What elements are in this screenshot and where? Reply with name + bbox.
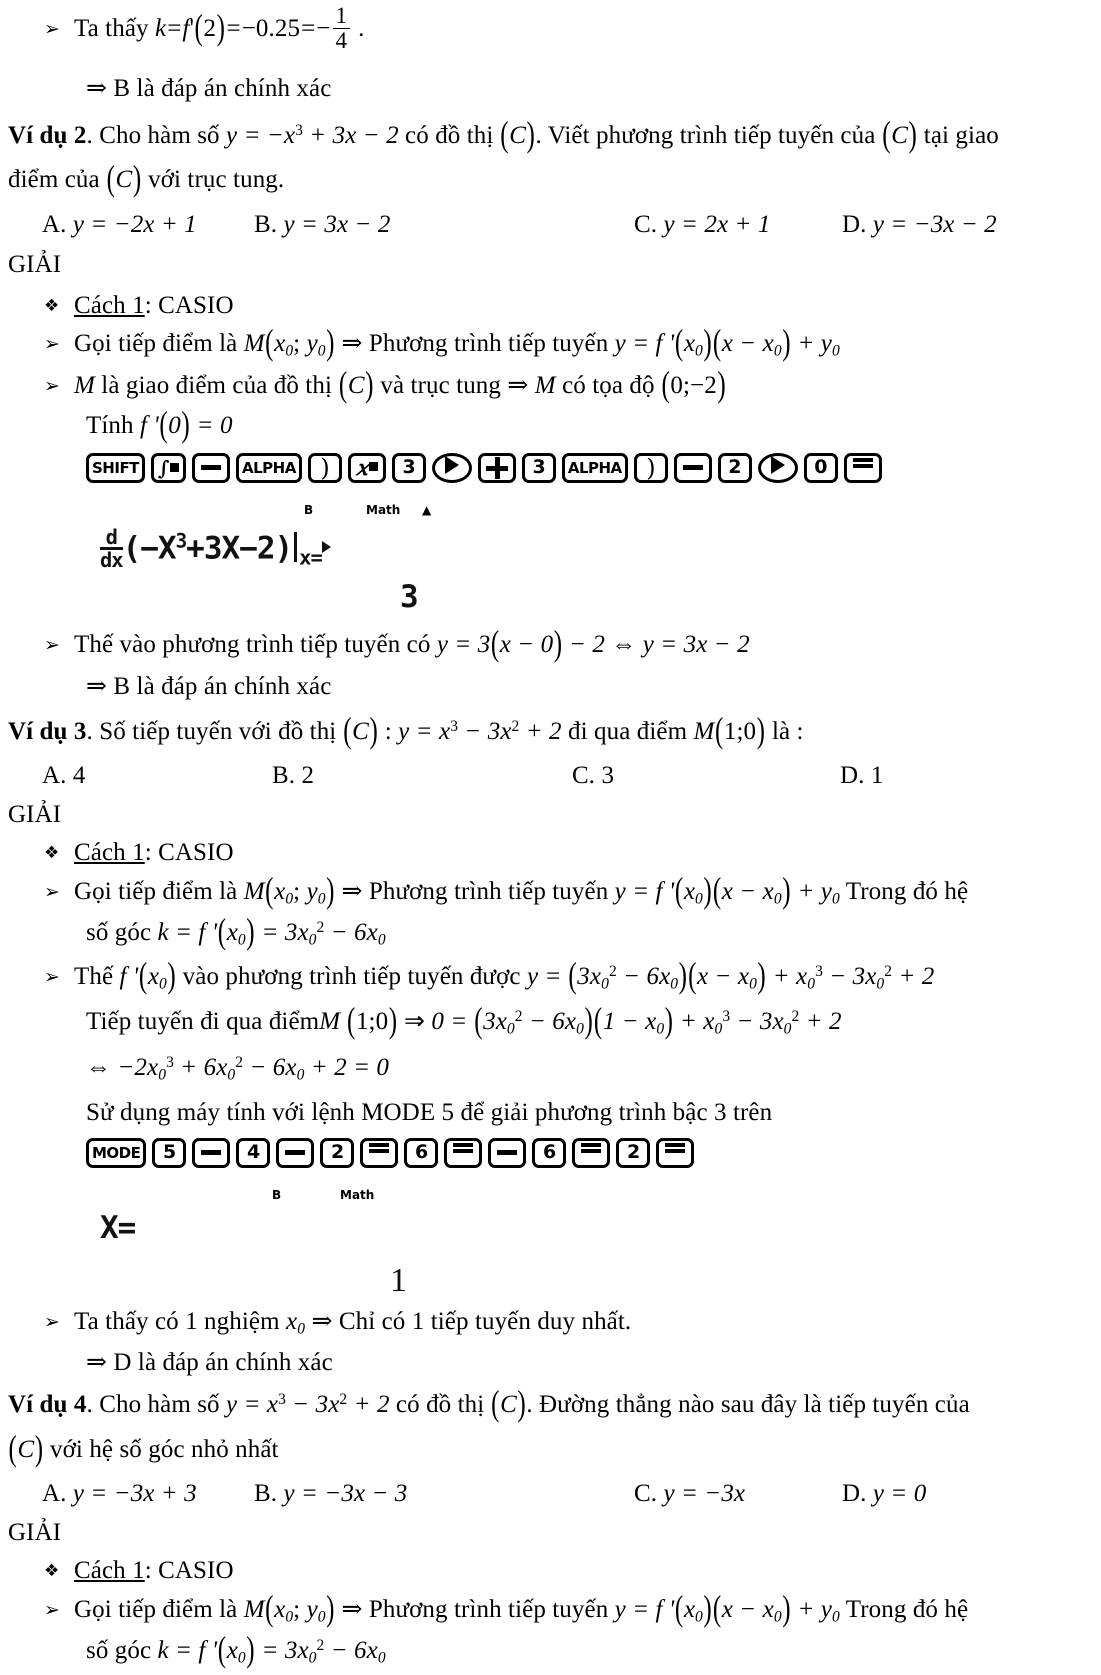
example3-option-c[interactable] (572, 760, 840, 793)
key-digit-6-a[interactable]: 6 (404, 1138, 438, 1168)
example3-step6 (44, 1306, 1101, 1339)
step1-point-M: $M(x_0$; $y_0$) (243, 1589, 335, 1629)
key-digit-2-b[interactable]: 2 (616, 1138, 650, 1168)
step3-derivative: f '(0) = 0 (139, 405, 233, 445)
casio-display-1 (100, 524, 1101, 615)
example4-text-b: có đồ thị (395, 1391, 485, 1419)
option-letter: C. (572, 762, 596, 790)
option-value: 1 (870, 762, 884, 790)
step1-tangent-equation: y = f '$(x_0)(x - x_0) + y_0$ (614, 323, 840, 364)
key-x-power[interactable]: 𝑥 (348, 453, 386, 483)
key-minus-1[interactable] (192, 1138, 230, 1168)
option-letter: B. (254, 1480, 278, 1508)
key-plus[interactable] (478, 453, 516, 483)
f-prime-x0: f '$(x_0)$ (119, 956, 176, 996)
sublabel-math: Math (366, 502, 401, 517)
sublabel-math: Math (340, 1187, 375, 1202)
the-label: Thế (74, 962, 114, 990)
step1-text-c: Trong đó hệ (845, 877, 969, 905)
example2-text-c: . Viết phương trình tiếp tuyến của (535, 121, 876, 149)
option-value: 4 (72, 762, 86, 790)
step2-M-1: M (74, 371, 95, 399)
example2-text-a: . Cho hàm số (86, 121, 220, 149)
example2-step4 (44, 624, 1101, 664)
key-minus-2[interactable] (276, 1138, 314, 1168)
key-minus-1[interactable] (192, 453, 230, 483)
option-value: 3 (601, 762, 615, 790)
example3-text-a: . Số tiếp tuyến với đồ thị (86, 717, 337, 745)
option-value: 2 (301, 762, 315, 790)
so-goc-label: số góc (86, 1637, 152, 1665)
example4-option-a[interactable] (42, 1478, 254, 1511)
step1-text-c: Trong đó hệ (845, 1595, 969, 1623)
equals-sign-2: = (226, 15, 241, 43)
example2-function: $y = -x^3 + 3x - 2$ (226, 121, 399, 149)
sublabel-b: B (304, 502, 314, 517)
example4-option-d[interactable] (842, 1478, 926, 1511)
cach1-label: Cách 1 (74, 839, 145, 867)
option-letter: D. (842, 210, 867, 238)
option-letter: C. (634, 1480, 658, 1508)
example2-option-b[interactable] (254, 209, 634, 242)
option-value: y = −3x − 2 (872, 210, 997, 238)
example3-step5: Sử dụng máy tính với lệnh MODE 5 để giải phương trình bậc 3 trên (86, 1099, 773, 1126)
step6-text-a: Ta thấy có 1 nghiệm (74, 1307, 280, 1335)
arrow-bullet-icon: ➢ (44, 1310, 61, 1333)
example2-giai-heading: GIẢI (8, 251, 62, 279)
key-digit-6-b[interactable]: 6 (532, 1138, 566, 1168)
arrow-bullet-icon: ➢ (44, 333, 61, 356)
casio-display-expression-2: X= (100, 1209, 136, 1246)
example4-option-c[interactable] (634, 1478, 842, 1511)
ta-thay-label: Ta thấy (74, 15, 149, 43)
key-shift[interactable]: SHIFT (86, 453, 145, 483)
step1-tangent-equation: y = f '$(x_0)(x - x_0) + y_0$ (614, 871, 840, 911)
example2-curve-2: (C) (882, 115, 917, 155)
arrow-bullet-icon: ➢ (44, 633, 61, 656)
prime-symbol: ' (189, 15, 195, 43)
key-right-paren-2[interactable]: ) (634, 453, 668, 483)
step2-M-2: M (534, 371, 556, 399)
example3-option-b[interactable] (272, 760, 572, 793)
arrow-bullet-icon: ➢ (44, 18, 61, 41)
example4-curve-2: (C) (8, 1429, 44, 1469)
key-digit-4[interactable]: 4 (236, 1138, 270, 1168)
example2-options-row (42, 209, 1101, 242)
example2-curve-1: (C) (500, 115, 535, 155)
option-value: y = −2x + 1 (72, 210, 197, 238)
casio-key-sequence-1 (86, 453, 1101, 503)
decimal-value: −0.25 (241, 15, 301, 43)
example2-statement-line1 (8, 115, 1101, 155)
example2-conclusion: ⇒ B là đáp án chính xác (86, 673, 332, 701)
casio-key-sequence-2 (86, 1138, 1101, 1188)
example3-label: Ví dụ 3 (8, 717, 87, 745)
key-digit-0[interactable]: 0 (804, 453, 838, 483)
example3-statement (8, 711, 1101, 751)
key-equals[interactable] (844, 453, 882, 483)
example2-text-d: tại giao (923, 121, 999, 149)
example3-step1-cont (86, 912, 1101, 952)
example2-label: Ví dụ 2 (8, 121, 87, 149)
cach1-rest: : CASIO (144, 1557, 234, 1585)
key-digit-3-b[interactable]: 3 (522, 453, 556, 483)
example4-text-a: . Cho hàm số (86, 1391, 220, 1419)
step2-curve: (C) (338, 365, 374, 405)
option-letter: C. (634, 210, 658, 238)
conclusion-b-1: ⇒ B là đáp án chính xác (86, 75, 332, 103)
step1-point-M: $M(x_0$; $y_0$) (243, 871, 335, 911)
casio-key-sublabels-2 (86, 1188, 1101, 1206)
example3-step1 (44, 871, 1101, 911)
step3-equation: ⇒ $0 = (3x_0^2 - 6x_0)(1 - x_0) + x_0^3 - 3x_0^2 + 2$ (404, 1001, 842, 1041)
example3-options-row (42, 760, 1101, 793)
step4-text: Thế vào phương trình tiếp tuyến có (74, 630, 431, 658)
result-line-k: ➢ Ta thấy k=f'(2)=−0.25=− $\frac{1}{4}$ . (44, 3, 365, 54)
example4-line2: với hệ số góc nhỏ nhất (50, 1435, 279, 1463)
example3-text-d: là : (771, 717, 804, 745)
example4-text-c: . Đường thẳng nào sau đây là tiếp tuyến của (526, 1391, 970, 1419)
step1-text-b: ⇒ Phương trình tiếp tuyến (341, 877, 609, 905)
step1-text-b: ⇒ Phương trình tiếp tuyến (341, 330, 609, 358)
derivative-operator-icon: $\frac{d}{dx}$ (100, 524, 123, 573)
step2-text: vào phương trình tiếp tuyến được (182, 962, 521, 990)
key-right-arrow-2[interactable] (758, 453, 798, 483)
f-symbol: f (182, 15, 190, 43)
key-alpha-1[interactable]: ALPHA (236, 453, 302, 483)
step1-point-M: $M(x_0$; $y_0$) (243, 323, 335, 364)
option-value: y = −3x + 3 (72, 1480, 197, 1508)
step3-point: M (1;0) (319, 1001, 398, 1041)
cach1-rest: : CASIO (144, 291, 234, 319)
casio-display-expression-1: $\frac{d}{dx}$ $(-X^3+3X-2)$ x= (100, 527, 1101, 571)
equals-sign-3: = (301, 15, 316, 43)
diamond-bullet-icon: ❖ (44, 1561, 60, 1582)
example4-giai-heading: GIẢI (8, 1518, 62, 1546)
casio-display-result-1: 3 (400, 578, 419, 615)
cursor-icon (322, 541, 331, 553)
casio-display-result-2: 1 (390, 1261, 407, 1299)
arrow-bullet-icon: ➢ (44, 965, 61, 988)
casio-key-sublabels-1 (86, 503, 1101, 521)
fraction-numerator: 1 (335, 3, 348, 28)
example4-step1 (44, 1589, 1101, 1629)
example3-colon: : (384, 717, 392, 745)
example3-step2 (44, 956, 1101, 996)
key-digit-2-a[interactable]: 2 (320, 1138, 354, 1168)
example4-function: $y = x^3 - 3x^2 + 2$ (226, 1391, 390, 1419)
step1-tangent-equation: y = f '$(x_0)(x - x_0) + y_0$ (614, 1589, 840, 1629)
key-equals-2[interactable] (444, 1138, 482, 1168)
document-page (0, 3, 1101, 1671)
sublabel-up-arrow-icon: ▲ (422, 502, 432, 517)
arrow-bullet-icon: ➢ (44, 374, 61, 397)
key-equals-4[interactable] (656, 1138, 694, 1168)
option-value: y = −3x (663, 1480, 746, 1508)
example2-step1 (44, 323, 1101, 364)
option-letter: A. (42, 210, 67, 238)
step1-text-b: ⇒ Phương trình tiếp tuyến (341, 1595, 609, 1623)
example4-step1-cont (86, 1631, 1101, 1671)
example3-cach1-heading (44, 837, 1101, 870)
step2-coordinates: (0;−2) (661, 365, 726, 405)
cach1-label: Cách 1 (74, 1557, 145, 1585)
fraction-one-quarter (333, 4, 351, 53)
key-equals-3[interactable] (572, 1138, 610, 1168)
step1-text-a: Gọi tiếp điểm là (74, 877, 238, 905)
key-equals-1[interactable] (360, 1138, 398, 1168)
f-argument: 2 (203, 15, 217, 43)
example4-statement-line1 (8, 1385, 1101, 1425)
example3-option-d[interactable] (840, 760, 883, 793)
example4-cach1-heading (44, 1555, 1101, 1588)
example2-step3 (86, 405, 1101, 445)
example3-step3 (86, 1001, 1101, 1041)
example4-options-row (42, 1478, 1101, 1511)
example4-statement-line2 (8, 1429, 1101, 1469)
example4-curve-1: (C) (491, 1385, 526, 1425)
option-letter: A. (42, 1480, 67, 1508)
period: . (358, 15, 365, 43)
example4-label: Ví dụ 4 (8, 1391, 87, 1419)
option-value: y = 0 (872, 1480, 927, 1508)
example2-option-a[interactable] (42, 209, 254, 242)
tinh-label: Tính (86, 412, 134, 440)
example2-line2-a: điểm của (8, 166, 100, 194)
example2-step2 (44, 365, 1101, 405)
example3-option-a[interactable] (42, 760, 272, 793)
key-alpha-2[interactable]: ALPHA (562, 453, 628, 483)
option-value: y = 2x + 1 (663, 210, 771, 238)
option-letter: D. (840, 762, 865, 790)
option-letter: A. (42, 762, 67, 790)
key-minus-2[interactable] (674, 453, 712, 483)
so-goc-label: số góc (86, 919, 152, 947)
step4-equation: y = 3(x − 0) − 2 ⇔ y = 3x − 2 (436, 624, 750, 664)
option-value: y = −3x − 3 (283, 1480, 408, 1508)
option-letter: D. (842, 1480, 867, 1508)
casio-display-2 (100, 1210, 1101, 1300)
fraction-denominator: 4 (333, 28, 351, 53)
slope-equation: k = f '$(x_0) = 3x_0^2 - 6x_0$ (157, 912, 386, 952)
cach1-rest: : CASIO (144, 839, 234, 867)
sublabel-b: B (272, 1187, 282, 1202)
diamond-bullet-icon: ❖ (44, 843, 60, 864)
x0-symbol: $x_0$ (286, 1307, 306, 1337)
diamond-bullet-icon: ❖ (44, 295, 60, 316)
step2-text-e: có tọa độ (562, 371, 655, 399)
example2-cach1-heading (44, 290, 1101, 323)
step6-text-b: ⇒ Chỉ có 1 tiếp tuyến duy nhất. (311, 1307, 632, 1335)
key-digit-3-a[interactable]: 3 (392, 453, 426, 483)
example3-conclusion: ⇒ D là đáp án chính xác (86, 1348, 333, 1376)
arrow-bullet-icon: ➢ (44, 1598, 61, 1621)
example4-option-b[interactable] (254, 1478, 634, 1511)
example2-statement-line2 (8, 159, 1101, 200)
key-minus-3[interactable] (488, 1138, 526, 1168)
k-symbol: k (154, 15, 167, 43)
equals-sign-1: = (167, 15, 182, 43)
example2-curve-3: (C) (106, 159, 142, 200)
key-digit-2[interactable]: 2 (718, 453, 752, 483)
arrow-bullet-icon: ➢ (44, 880, 61, 903)
example3-step4 (86, 1052, 1101, 1085)
example2-line2-b: với trục tung. (148, 166, 285, 194)
step2-text-c: và trục tung ⇒ (380, 371, 529, 399)
option-letter: B. (272, 762, 296, 790)
slope-equation: k = f '$(x_0) = 3x_0^2 - 6x_0$ (157, 1631, 386, 1671)
example3-giai-heading: GIẢI (8, 800, 62, 828)
example3-function: $y = x^3 - 3x^2 + 2$ (398, 717, 562, 745)
key-right-arrow-1[interactable] (432, 453, 472, 483)
key-digit-5[interactable]: 5 (152, 1138, 186, 1168)
example2-text-b: có đồ thị (405, 121, 494, 149)
step2-text-b: là giao điểm của đồ thị (101, 371, 333, 399)
option-letter: B. (254, 210, 278, 238)
step1-text-a: Gọi tiếp điểm là (74, 1595, 238, 1623)
step2-equation: $y = (3x_0^2 - 6x_0)(x - x_0) + x_0^3 - 3x_0^2 + 2$ (526, 956, 935, 996)
example2-option-c[interactable] (634, 209, 842, 242)
example2-option-d[interactable] (842, 209, 997, 242)
cach1-label: Cách 1 (74, 291, 145, 319)
step3-text: Tiếp tuyến đi qua điểm (86, 1008, 320, 1036)
step1-text-a: Gọi tiếp điểm là (74, 330, 238, 358)
example3-point: M(1;0) (693, 711, 766, 751)
step4-equation: ⇔ $-2x_0^3 + 6x_0^2 - 6x_0 + 2 = 0$ (86, 1053, 390, 1083)
key-right-paren-1[interactable]: ) (308, 453, 342, 483)
option-value: y = 3x − 2 (283, 210, 391, 238)
key-integral[interactable]: ∫ (151, 453, 186, 483)
key-mode[interactable]: MODE (86, 1138, 146, 1168)
example3-curve: (C) (343, 711, 378, 751)
example3-text-c: đi qua điểm (568, 717, 688, 745)
